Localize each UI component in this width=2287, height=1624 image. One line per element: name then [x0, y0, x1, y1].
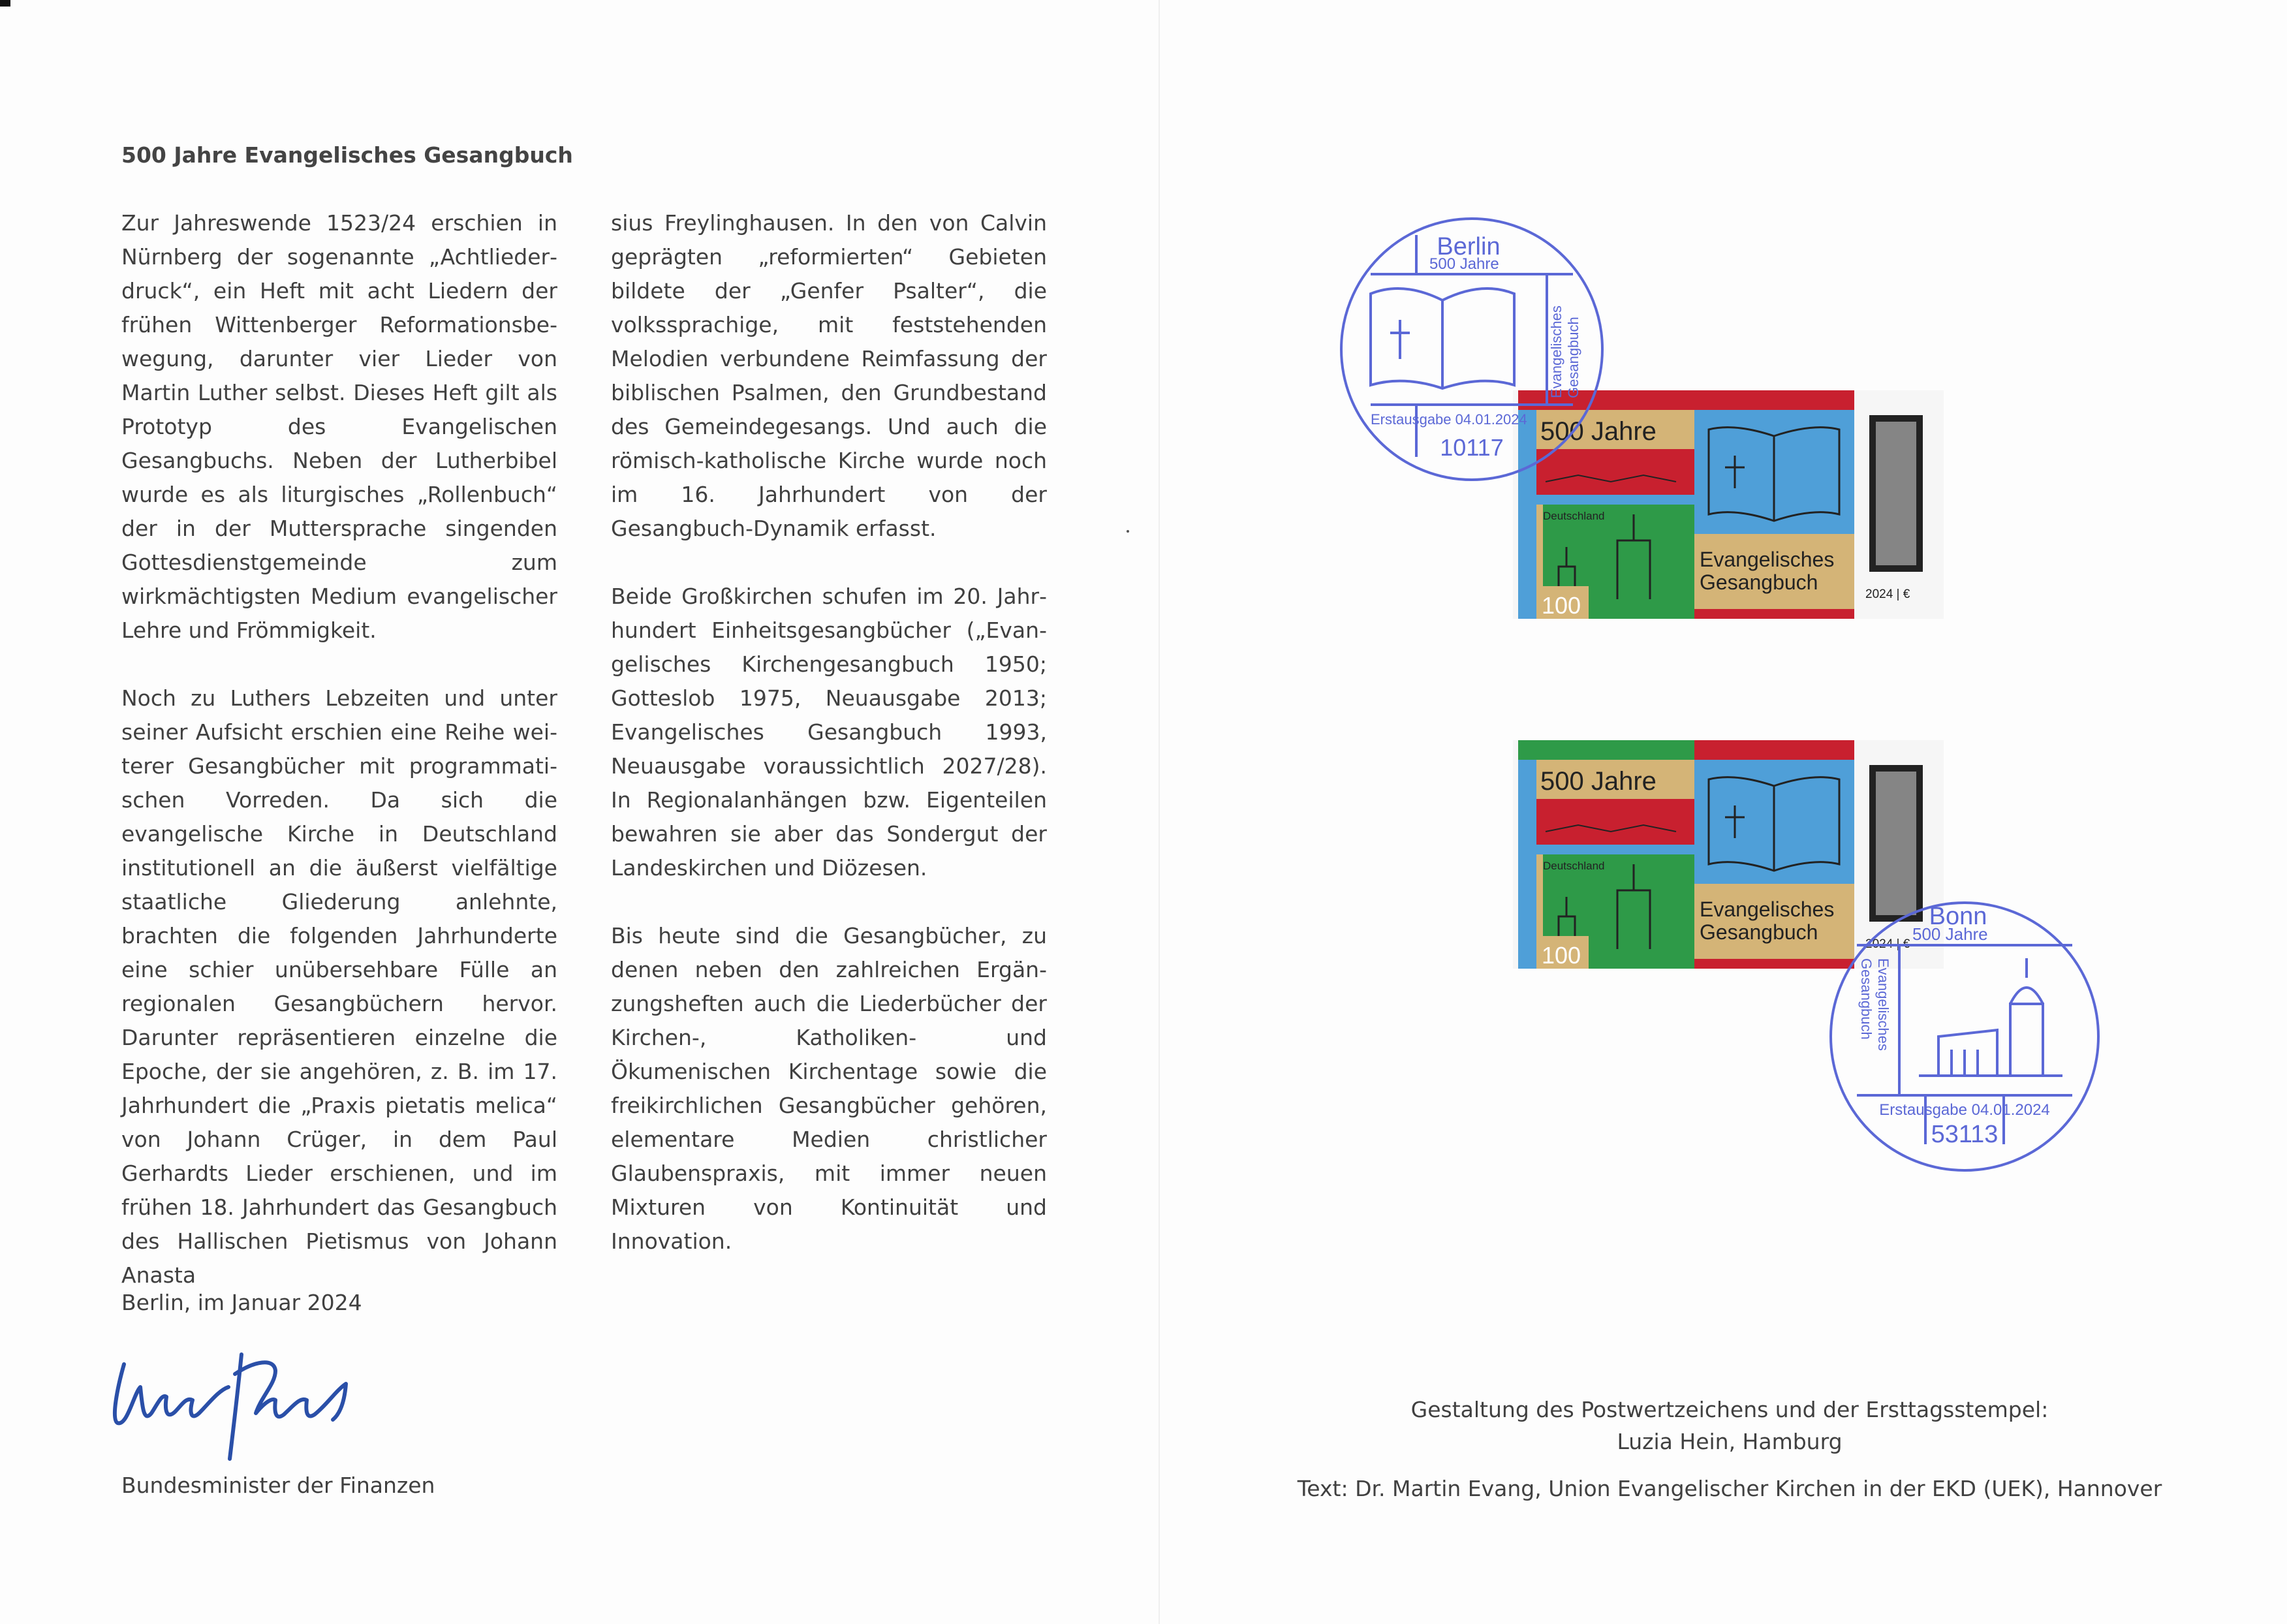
postmark-side-text-2: Gesangbuch [1565, 317, 1581, 398]
stamp-year-label: 2024 | € [1865, 937, 1910, 951]
postmark-postcode: 10117 [1440, 434, 1504, 461]
stamp-headline: 500 Jahre [1540, 767, 1657, 796]
stamp-name-line1: Evangelisches [1700, 898, 1835, 921]
place-and-date: Berlin, im Januar 2024 [121, 1290, 362, 1315]
postmark-motto: 500 Jahre [1429, 255, 1499, 273]
scan-speck [1127, 530, 1129, 533]
postmark-date: Erstausgabe 04.01.2024 [1371, 411, 1527, 428]
postmark-postcode: 53113 [1931, 1121, 1999, 1148]
paragraph: Beide Großkirchen schufen im 20. Jahrhundert Einheitsgesangbücher („Evangelisches Kirchengesangbuch 1950; Gotteslob 1975, Neuausgabe 2013; Evangelisches Gesangbuch 1993, Neuausgabe voraussichtlich 2027/28). In Regionalanhängen bzw. Eigenteilen bewahren sie aber das Sondergut der Landeskirchen und Diözesen. [611, 584, 1047, 881]
text-column-2 [611, 206, 1047, 1292]
paragraph: Zur Jahreswende 1523/24 erschien in Nürnberg der sogenannte „Achtliederdruck“, ein Heft mit acht Liedern der frühen Wittenberger Reformationsbewegung, darunter vier Lieder von Martin Luther selbst. Dieses Heft gilt als Prototyp des Evangelischen Gesangbuchs. Neben der Lutherbibel wurde es als liturgisches „Rollenbuch“ der in der Muttersprache singenden Gottesdienstgemeinde zum wirkmächtigsten Medium evangelischer Lehre und Frömmigkeit. [121, 210, 557, 643]
paragraph: Bis heute sind die Gesangbücher, zu denen neben den zahlreichen Ergänzungsheften auch die Liederbücher der Kirchen-, Katholiken- und Ökumenischen Kirchentage sowie die freikirchlichen Gesangbücher gehören, elementare Medien christlicher Glaubenspraxis, mit immer neuen Mixturen von Kontinuität und Innovation. [611, 923, 1047, 1254]
designer-name: Luzia Hein, Hamburg [1617, 1429, 1843, 1454]
postmark-city: Berlin [1437, 233, 1501, 260]
stamp-name-line2: Gesangbuch [1700, 570, 1818, 594]
postmark-motto: 500 Jahre [1912, 924, 1988, 944]
stamp-country: Deutschland [1543, 860, 1605, 872]
stamp-country: Deutschland [1543, 510, 1605, 522]
page-fold [1159, 0, 1160, 1624]
postmark-berlin [1331, 209, 1612, 490]
stamp-name-line2: Gesangbuch [1700, 920, 1818, 944]
postmark-date: Erstausgabe 04.01.2024 [1879, 1101, 2050, 1119]
text-column-1 [121, 206, 557, 1326]
postmark-side-text-2: Gesangbuch [1858, 958, 1875, 1040]
postmark-city: Bonn [1929, 903, 1987, 930]
handwritten-signature [104, 1335, 418, 1465]
stamp-year-label: 2024 | € [1865, 587, 1910, 601]
stamp-value: 100 [1542, 942, 1581, 969]
postmark-side-text-1: Evangelisches [1875, 958, 1891, 1051]
postmark-side-text-1: Evangelisches [1548, 305, 1564, 398]
stamp-value: 100 [1542, 592, 1581, 619]
postmark-bonn [1821, 893, 2108, 1180]
scan-corner-mark [0, 0, 10, 7]
stamp-headline: 500 Jahre [1540, 417, 1657, 446]
design-credit-label: Gestaltung des Postwertzeichens und der Ersttagsstempel: [1410, 1397, 2049, 1422]
text-credit: Text: Dr. Martin Evang, Union Evangelischer Kirchen in der EKD (UEK), Hannover [1297, 1476, 2162, 1501]
paragraph: Noch zu Luthers Lebzeiten und unter seiner Aufsicht erschien eine Reihe weiterer Gesangbücher mit programmatischen Vorreden. Da sich die evangelische Kirche in Deutschland institutionell an die äußerst vielfältige staatliche Gliederung anlehnte, brachten die folgenden Jahrhunderte eine schier unübersehbare Fülle an regionalen Gesangbüchern hervor. Darunter repräsentieren einzelne die Epoche, der sie angehören, z. B. im 17. Jahrhundert die „Praxis pietatis melica“ von Johann Crüger, in dem Paul Gerhardts Lieder erschienen, und im frühen 18. Jahrhundert das Gesangbuch des Hallischen Pietismus von Johann Anasta [121, 685, 557, 1288]
page-title: 500 Jahre Evangelisches Gesangbuch [121, 142, 573, 168]
stamp-name-line1: Evangelisches [1700, 548, 1835, 571]
signatory-title: Bundesminister der Finanzen [121, 1473, 435, 1498]
paragraph: sius Freylinghausen. In den von Calvin geprägten „reformierten“ Gebieten bildete der „Genfer Psalter“, die volkssprachige, mit feststehenden Melodien verbundene Reimfassung der biblischen Psalmen, den Grundbestand des Gemeindegesangs. Und auch die römisch-katholische Kirche wurde noch im 16. Jahrhundert von der Gesangbuch-Dynamik erfasst. [611, 210, 1047, 541]
